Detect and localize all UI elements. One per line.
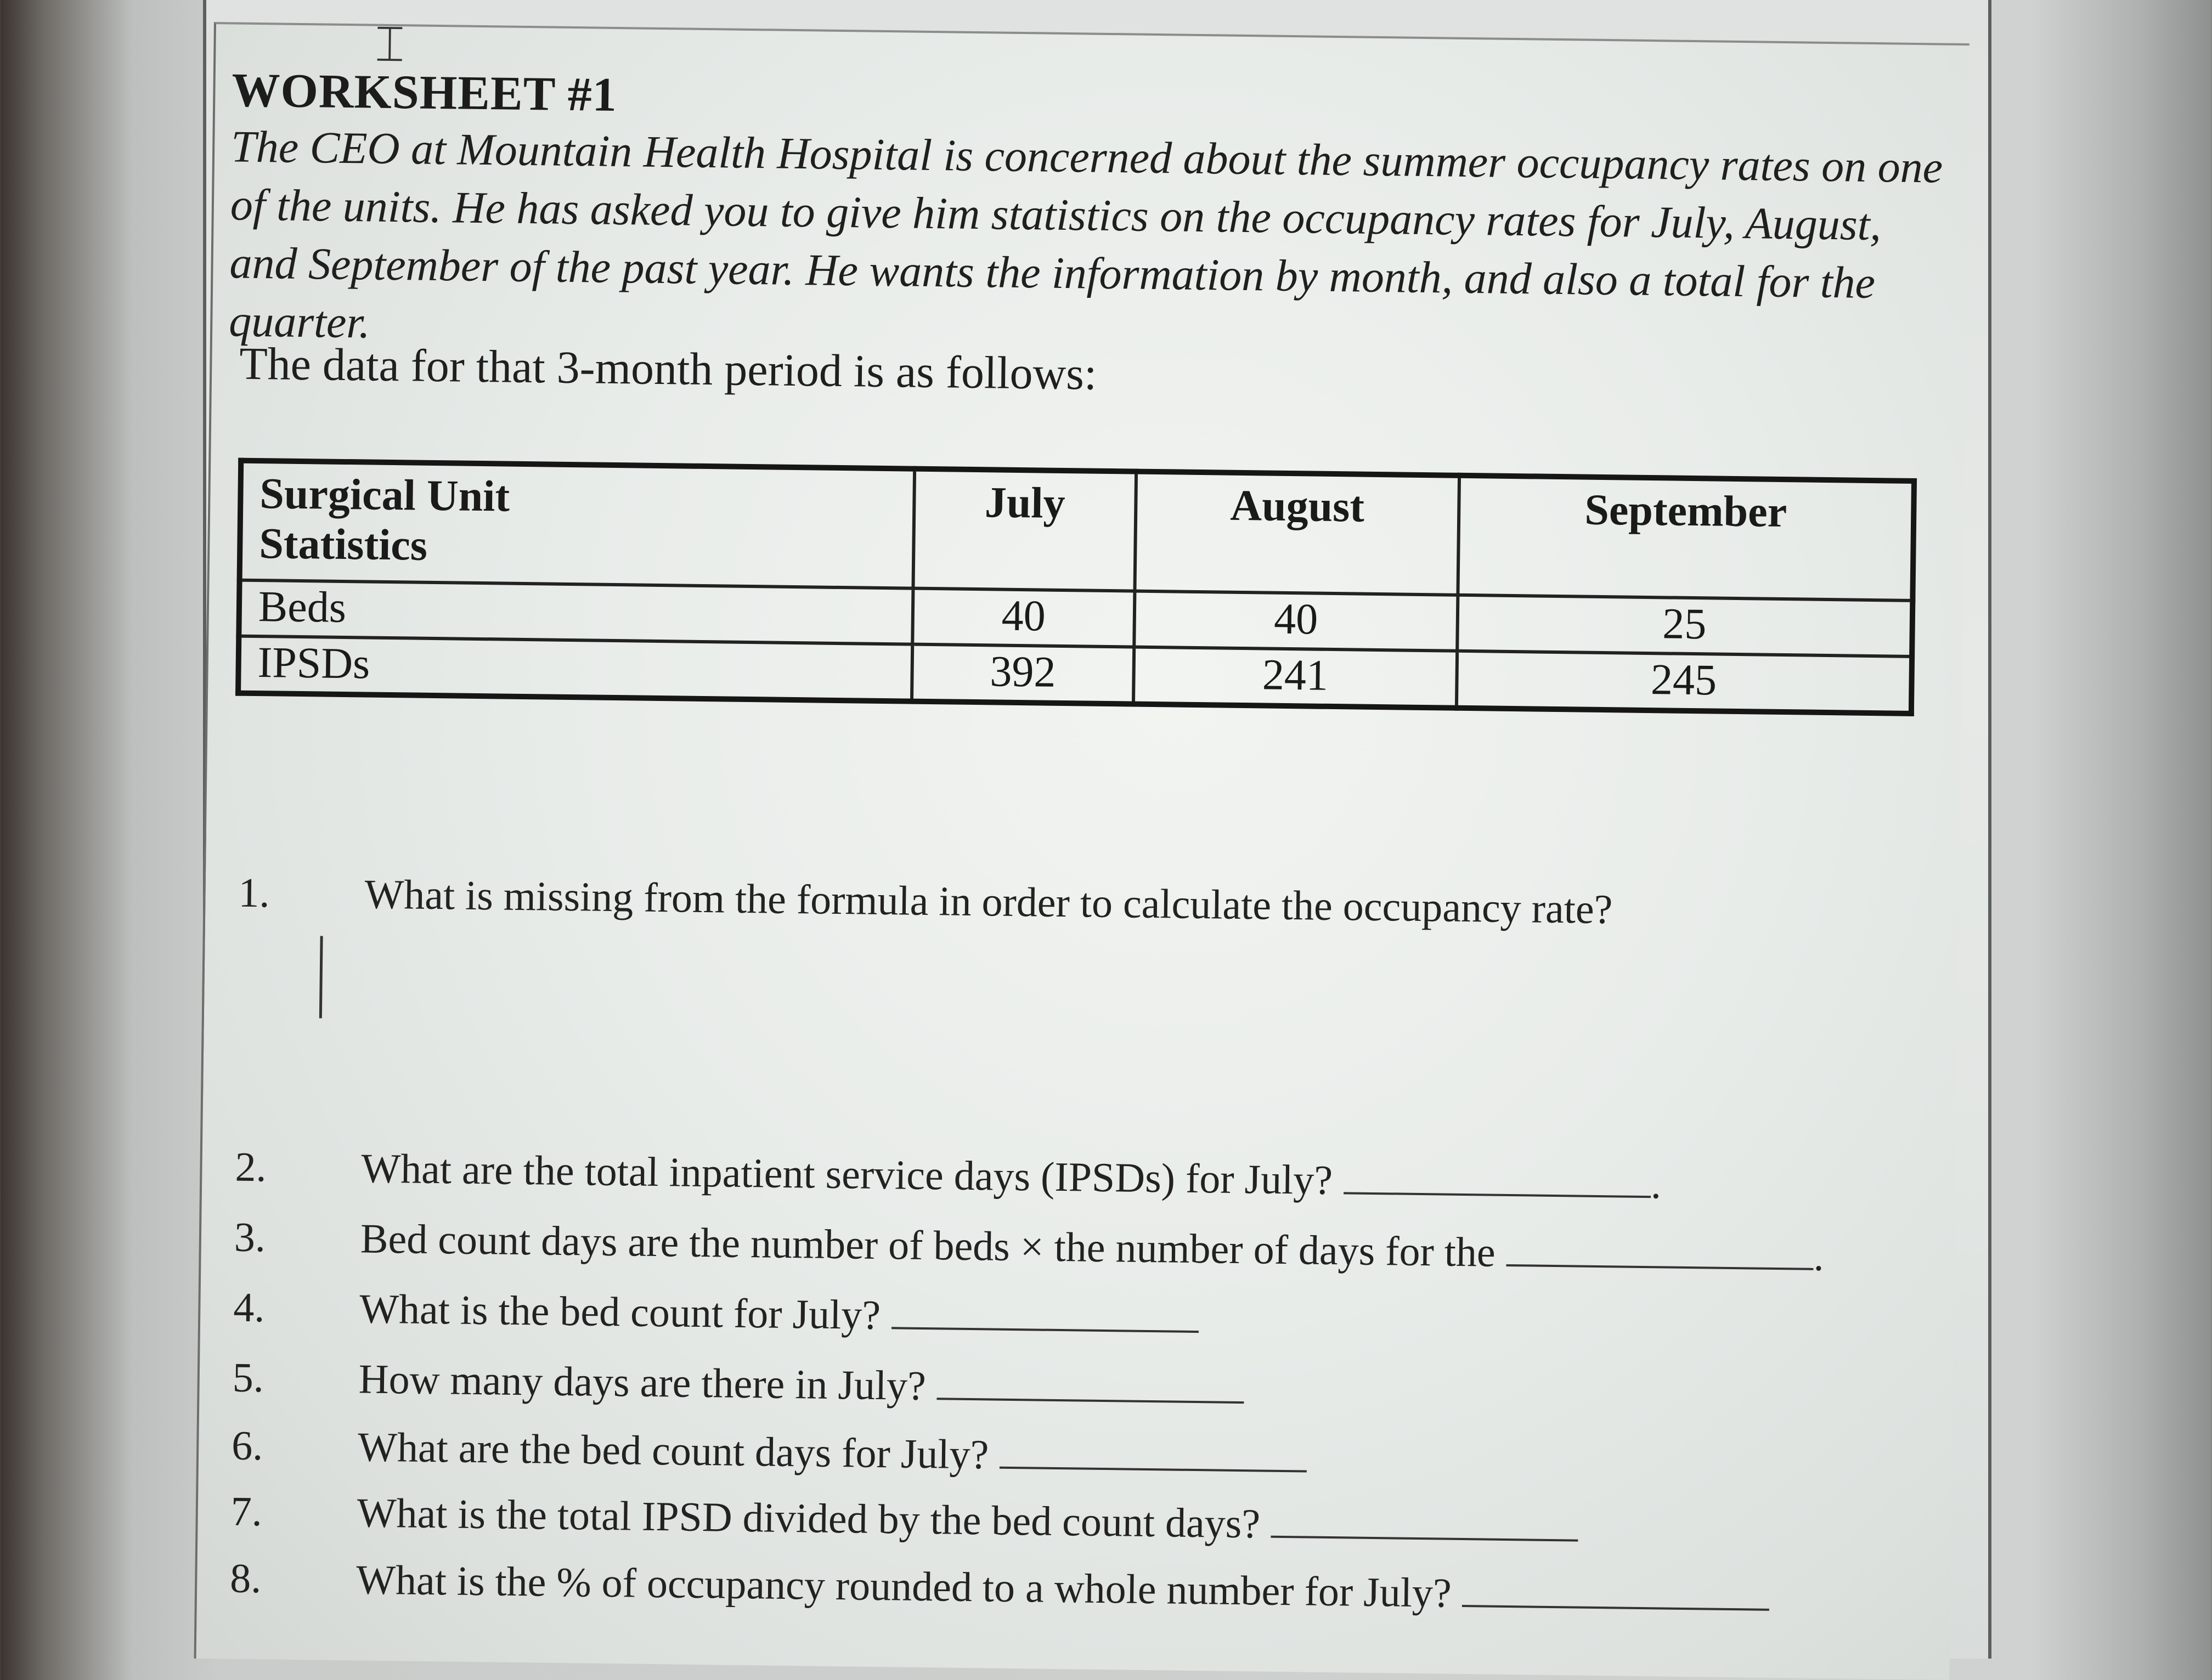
worksheet-page bbox=[194, 15, 1970, 1680]
question-item bbox=[233, 1284, 1199, 1343]
question-number: 3. bbox=[234, 1214, 266, 1261]
answer-blank[interactable] bbox=[1000, 1434, 1307, 1473]
question-item: 2. What are the total inpatient service days (IPSDs) for July? . bbox=[234, 1144, 1662, 1208]
question-text: What is missing from the formula in order to calculate the occupancy rate? bbox=[364, 871, 1613, 933]
question-item bbox=[232, 1354, 1244, 1415]
worksheet-title: WORKSHEET #1 bbox=[231, 64, 618, 122]
question-number: 4. bbox=[233, 1284, 265, 1331]
header-unit-line2: Statistics bbox=[258, 519, 428, 570]
row-label-ipsds: IPSDs bbox=[238, 636, 912, 702]
table-header-row bbox=[240, 461, 1914, 601]
header-august: August bbox=[1135, 472, 1459, 595]
worksheet-intro: The CEO at Mountain Health Hospital is concerned about the summer occupancy rates on one of the units. He has asked you to give him statistics on the occupancy rates for July, August, and September of the past year. He wants the information by month, and also a total for the quarter. bbox=[228, 121, 1943, 348]
cell-beds-august: 40 bbox=[1134, 591, 1458, 651]
question-number: 2. bbox=[234, 1144, 267, 1191]
surgical-unit-table bbox=[235, 458, 1917, 716]
cell-ipsds-august: 241 bbox=[1133, 647, 1458, 708]
question-text: Bed count days are the number of beds × the number of days for the bbox=[360, 1215, 1496, 1276]
question-text: What are the total inpatient service days (IPSDs) for July? bbox=[360, 1145, 1333, 1204]
question-number: 7. bbox=[230, 1488, 263, 1535]
answer-blank[interactable] bbox=[1344, 1159, 1651, 1198]
header-unit-line1: Surgical Unit bbox=[259, 470, 510, 521]
question-text: What is the bed count for July? bbox=[359, 1286, 881, 1339]
question-number: 8. bbox=[229, 1555, 262, 1602]
answer-blank[interactable] bbox=[1271, 1503, 1579, 1542]
header-july: July bbox=[913, 469, 1136, 591]
question-item bbox=[230, 1555, 1770, 1621]
question-text: How many days are there in July? bbox=[358, 1356, 927, 1410]
question-item bbox=[238, 869, 1613, 934]
header-surgical-unit bbox=[240, 461, 915, 589]
question-number: 6. bbox=[231, 1422, 263, 1469]
data-lead-text: The data for that 3-month period is as follows: bbox=[239, 338, 1097, 400]
question-text: What is the % of occupancy rounded to a whole number for July? bbox=[356, 1557, 1452, 1616]
cell-ipsds-september: 245 bbox=[1457, 651, 1912, 714]
question-list bbox=[229, 869, 1939, 1616]
answer-blank[interactable] bbox=[1462, 1572, 1770, 1611]
text-caret bbox=[319, 936, 323, 1018]
row-label-beds: Beds bbox=[239, 580, 913, 644]
cell-beds-september: 25 bbox=[1457, 595, 1912, 657]
question-item: 3. Bed count days are the number of beds × the number of days for the . bbox=[234, 1214, 1825, 1280]
cell-beds-july: 40 bbox=[912, 589, 1135, 647]
question-text: What are the bed count days for July? bbox=[357, 1424, 989, 1478]
header-september: September bbox=[1458, 476, 1914, 601]
answer-blank[interactable] bbox=[937, 1365, 1245, 1404]
cell-ipsds-july: 392 bbox=[912, 644, 1134, 704]
answer-blank[interactable] bbox=[891, 1294, 1199, 1333]
question-number: 1. bbox=[238, 869, 270, 917]
question-item bbox=[232, 1422, 1307, 1483]
question-number: 5. bbox=[232, 1354, 264, 1401]
question-text: What is the total IPSD divided by the bed count days? bbox=[357, 1490, 1261, 1547]
text-cursor-icon: ⌶ bbox=[374, 15, 405, 73]
question-item bbox=[230, 1488, 1578, 1552]
answer-blank[interactable] bbox=[1506, 1231, 1814, 1270]
